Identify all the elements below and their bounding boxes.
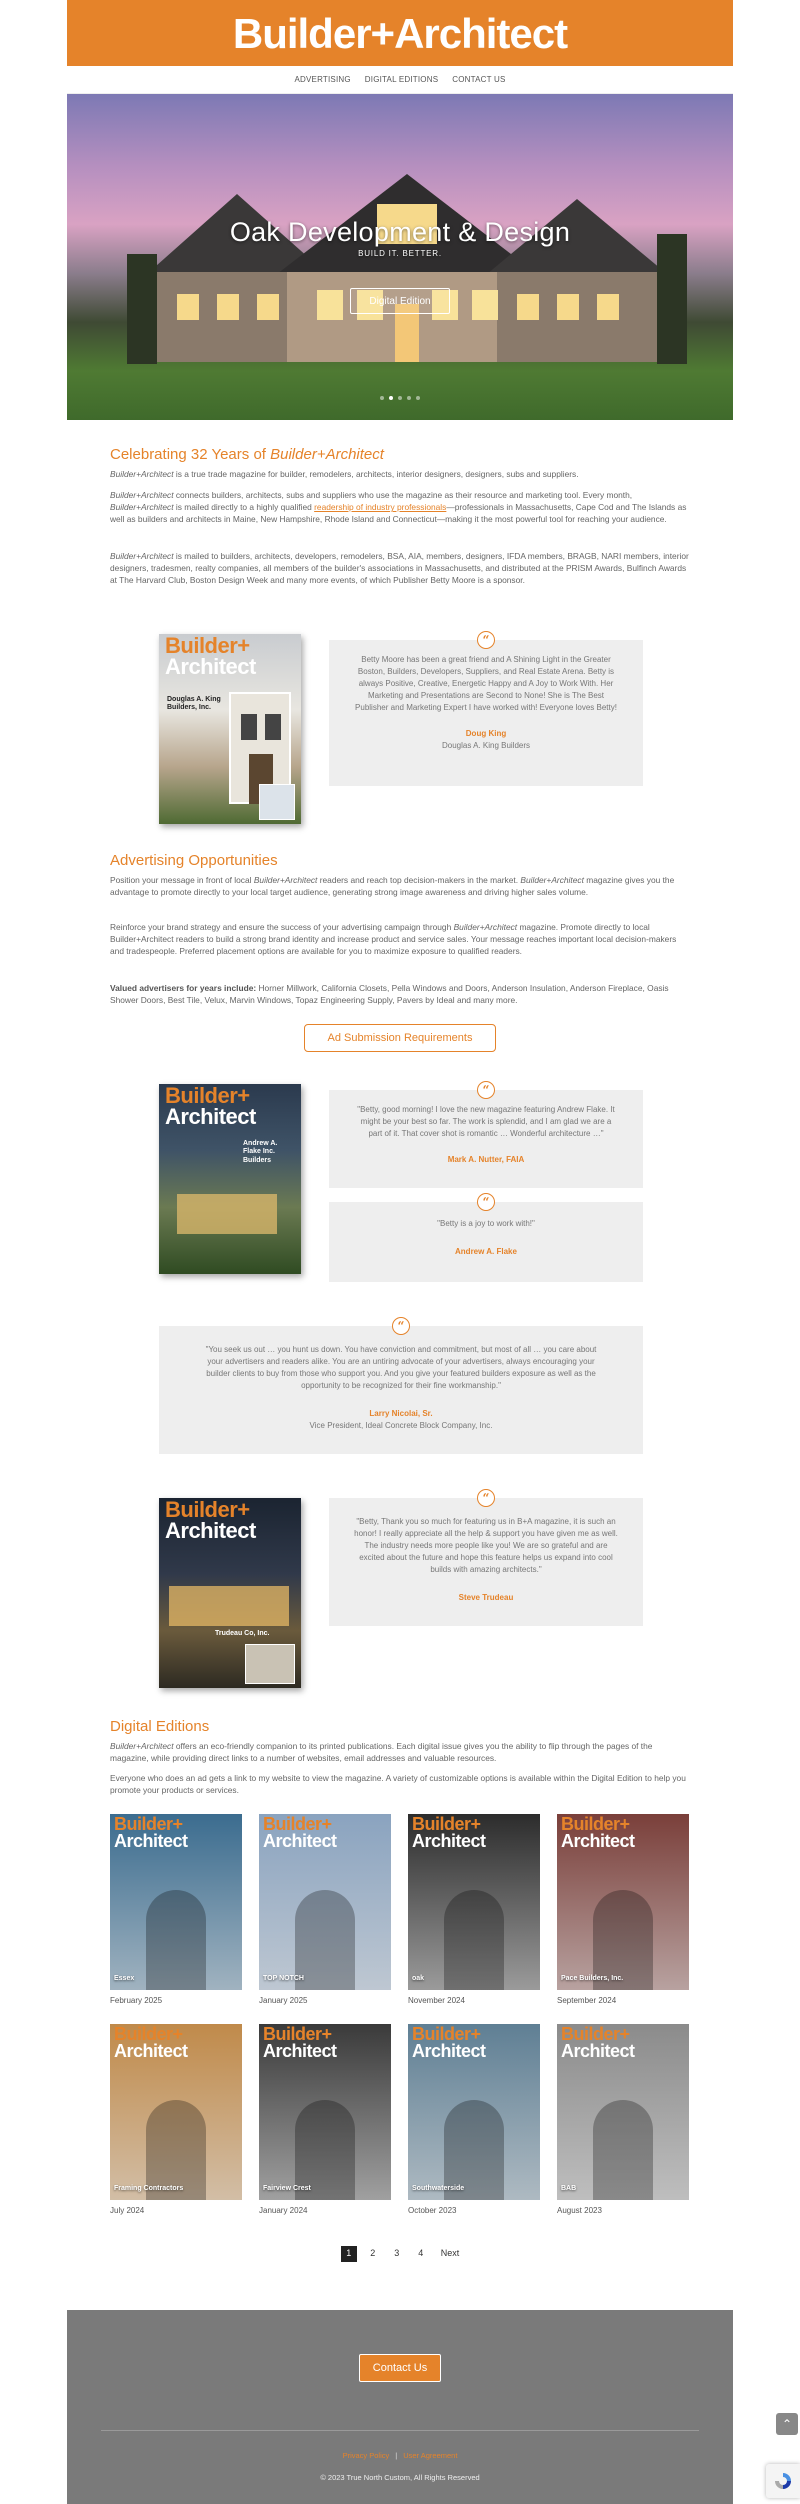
testimonial-andrew-flake (329, 1195, 643, 1282)
slider-dot[interactable] (416, 396, 420, 400)
advertising-p1-text: Position your message in front of local (110, 875, 254, 885)
cover-masthead (412, 1816, 486, 1850)
quote-icon: “ (477, 1081, 495, 1099)
celebrating-p2 (110, 489, 690, 526)
next-page-link[interactable]: Next (440, 2248, 460, 2259)
cover-feature: Framing Contractors (114, 2184, 184, 2192)
cover-trudeau[interactable] (159, 1498, 301, 1688)
celebrating-heading (110, 444, 384, 467)
cover-logo-b: Architect (561, 1831, 635, 1852)
celebrating-p1 (110, 468, 690, 480)
quote-icon: “ (477, 631, 495, 649)
cover-masthead (412, 2026, 486, 2060)
digital-edition-label[interactable]: January 2025 (259, 1996, 308, 2005)
cover-logo-b: Architect (165, 653, 256, 679)
quote-icon: “ (477, 1489, 495, 1507)
brand-em: Builder+Architect (110, 1741, 174, 1751)
testimonial-steve-trudeau (329, 1491, 643, 1626)
footer-separator: | (395, 2451, 398, 2460)
main-nav (67, 66, 733, 94)
nav-digital-editions[interactable]: DIGITAL EDITIONS (364, 74, 439, 84)
digital-edition-cover[interactable] (259, 2024, 391, 2200)
back-to-top-icon[interactable]: ⌃ (776, 2413, 798, 2435)
cover-logo-a: Builder+ (165, 1498, 250, 1522)
slider-dot[interactable] (407, 396, 411, 400)
testimonial-mark-nutter (329, 1083, 643, 1188)
cover-logo-b: Architect (412, 1831, 486, 1852)
advertisers-label: Valued advertisers for years include: (110, 983, 257, 993)
celebrating-p3-text: is mailed to builders, architects, developers, remodelers, BSA, AIA, members, designers, IFDA members, BRAGB, NARI members, interior designers, tradesmen, realty companies, all members of the builder's associations in Massachusetts, and distributed at the PRISM Awards, Bulfinch Awards at The Harvard Club, Boston Design Week and many more events, of which Publisher Betty Moore is a sponsor. (110, 551, 689, 586)
cover-masthead (114, 1816, 188, 1850)
brand-em: Builder+Architect (110, 502, 174, 513)
cover-masthead (165, 1086, 256, 1128)
cover-portrait (259, 784, 295, 820)
pagination (67, 2246, 733, 2262)
cover-logo-a: Builder+ (412, 2024, 481, 2044)
digital-edition-cover[interactable] (408, 1814, 540, 1990)
cover-masthead (561, 1816, 635, 1850)
digital-edition-label[interactable]: November 2024 (408, 1996, 465, 2005)
cover-logo-b: Architect (114, 2041, 188, 2062)
cover-feature: Essex (114, 1974, 135, 1982)
privacy-policy-link[interactable]: Privacy Policy (342, 2451, 390, 2460)
quote-icon: “ (477, 1193, 495, 1211)
user-agreement-link[interactable]: User Agreement (403, 2451, 458, 2460)
cover-logo-a: Builder+ (263, 1814, 332, 1834)
digital-edition-cover[interactable] (557, 1814, 689, 1990)
footer-divider (101, 2430, 699, 2431)
nav-advertising[interactable]: ADVERTISING (294, 74, 351, 84)
digital-p1 (110, 1740, 690, 1764)
slider-dot[interactable] (398, 396, 402, 400)
cover-logo-b: Architect (561, 2041, 635, 2062)
cover-masthead (263, 2026, 337, 2060)
cover-logo-b: Architect (165, 1517, 256, 1543)
content-wrapper (67, 0, 733, 2504)
testimonial-text: "Betty, good morning! I love the new magazine featuring Andrew Flake. It might be your best so far. The work is splendid, and I am glad we are a part of it. That cover shot is romantic … Wonderful architecture …" (357, 1105, 615, 1138)
testimonial-name: Doug King (465, 729, 507, 738)
contact-us-button[interactable]: Contact Us (359, 2354, 441, 2382)
testimonial-doug-king (329, 633, 643, 786)
brand-em: Builder+Architect (110, 469, 174, 479)
cover-andrew-flake[interactable] (159, 1084, 301, 1274)
cover-masthead (114, 2026, 188, 2060)
cover-logo-b: Architect (263, 1831, 337, 1852)
cover-masthead (561, 2026, 635, 2060)
testimonial-name: Larry Nicolai, Sr. (369, 1409, 433, 1418)
brand-em: Builder+Architect (110, 490, 174, 500)
digital-edition-cover[interactable] (110, 2024, 242, 2200)
hero-subtitle: BUILD IT. BETTER. (358, 249, 442, 258)
cover-logo-b: Architect (114, 1831, 188, 1852)
digital-p2: Everyone who does an ad gets a link to my website to view the magazine. A variety of customizable options is available within the Digital Edition to help you promote your products or services. (110, 1773, 686, 1796)
digital-edition-card[interactable] (557, 2024, 689, 2217)
digital-edition-label[interactable]: September 2024 (557, 1996, 617, 2005)
page-3[interactable]: 3 (394, 2248, 400, 2259)
page-1[interactable]: 1 (341, 2246, 357, 2262)
cover-masthead (263, 1816, 337, 1850)
cover-masthead (165, 1500, 256, 1542)
cover-logo-b: Architect (263, 2041, 337, 2062)
testimonial-text: Betty Moore has been a great friend and A Shining Light in the Greater Boston, Builders, Developers, Suppliers, and Real Estate Arena. Betty is always Positive, Creative, Energetic Happy and A Joy to Work With. Her Marketing and Presentations are Second to None! She is The Best Publisher and Marketing Expert I have worked with! Everyone loves Betty! (355, 655, 617, 712)
testimonial-larry-nicolai (159, 1319, 643, 1454)
site-header (67, 0, 733, 66)
copyright: © 2023 True North Custom, All Rights Reserved (320, 2473, 480, 2482)
digital-edition-card[interactable] (110, 2024, 242, 2217)
digital-edition-card[interactable] (259, 1814, 391, 2007)
advertising-p2-text: magazine. Promote directly to local Builder+Architect readers to build a strong brand identity and increase product and service sales. Your message reaches important local decision-makers and tradespeople. Preferred placement options are available for you to maximize exposure to qualified readers. (110, 922, 677, 957)
advertising-p3 (110, 982, 690, 1006)
testimonial-org: Vice President, Ideal Concrete Block Company, Inc. (309, 1421, 493, 1430)
hero-title: Oak Development & Design (229, 217, 571, 247)
advertising-p2 (110, 921, 690, 958)
digital-p1-text: offers an eco-friendly companion to its printed publications. Each digital issue gives you the ability to flip through the pages of the magazine, while providing direct links to a number of websites, email addresses and valuable resources. (110, 1741, 653, 1764)
advertisers-list: Horner Millwork, California Closets, Pella Windows and Doors, Anderson Insulation, Anderson Fireplace, Oasis Shower Doors, Best Tile, Velux, Marvin Windows, Topaz Engineering Supply, Pavers by Ideal and many more. (110, 983, 669, 1006)
advertising-heading: Advertising Opportunities (110, 852, 278, 869)
digital-edition-label[interactable]: February 2025 (110, 1996, 163, 2005)
advertising-p1-text: readers and reach top decision-makers in the market. (317, 875, 521, 885)
advertising-p2-text: Reinforce your brand strategy and ensure the success of your advertising campaign through (110, 922, 454, 932)
recaptcha-icon[interactable] (766, 2464, 800, 2498)
readership-link[interactable]: readership of industry professionals (314, 502, 447, 513)
cover-logo-b: Architect (412, 2041, 486, 2062)
digital-edition-card[interactable] (408, 2024, 540, 2217)
digital-edition-card[interactable] (557, 1814, 689, 2007)
digital-edition-card[interactable] (259, 2024, 391, 2217)
cover-logo-a: Builder+ (561, 2024, 630, 2044)
cover-feature: BAB (561, 2184, 577, 2192)
quote-icon: “ (392, 1317, 410, 1335)
testimonial-text: "Betty is a joy to work with!" (437, 1219, 535, 1228)
testimonial-text: "Betty, Thank you so much for featuring us in B+A magazine, it is such an honor! I really appreciate all the help & support you have given me as well. The industry needs more people like you! We are so grateful and are excited about the future and hope this feature helps us expand into cool builds with amazing architects." (354, 1517, 618, 1574)
cover-feature: Trudeau Co, Inc. (215, 1630, 270, 1637)
celebrating-heading-text: Celebrating 32 Years of (110, 446, 271, 463)
celebrating-heading-em: Builder+Architect (270, 446, 384, 463)
cover-logo-b: Architect (165, 1103, 256, 1129)
cover-house-photo (177, 1194, 277, 1234)
celebrating-p2-text: is mailed directly to a highly qualified (173, 502, 315, 513)
digital-edition-button[interactable]: Digital Edition (350, 288, 450, 314)
brand-em: Builder+Architect (253, 875, 318, 885)
testimonial-name: Andrew A. Flake (455, 1247, 517, 1256)
slider-dot-active[interactable] (389, 396, 393, 400)
cover-house-photo (169, 1586, 289, 1626)
digital-edition-cover[interactable] (259, 1814, 391, 1990)
footer-links (67, 2450, 733, 2461)
celebrating-p2-text: connects builders, architects, subs and suppliers who use the magazine as their resource and marketing tool. Every month, (173, 490, 633, 500)
celebrating-p2-text: —professionals in Massachusetts, Cape Cod and The Islands as well as builders and architects in Maine, New Hampshire, Rhode Island and Connecticut—making it the most powerful tool for reaching your audience. (110, 502, 687, 525)
cover-feature: Pace Builders, Inc. (561, 1974, 624, 1982)
testimonial-name: Mark A. Nutter, FAIA (447, 1155, 525, 1164)
cover-logo-a: Builder+ (412, 1814, 481, 1834)
celebrating-p1-text: is a true trade magazine for builder, remodelers, architects, interior designers, designers, subs and suppliers. (173, 469, 579, 479)
digital-edition-label[interactable]: August 2023 (557, 2206, 602, 2215)
cover-logo-a: Builder+ (165, 1084, 250, 1108)
cover-logo-a: Builder+ (561, 1814, 630, 1834)
digital-edition-card[interactable] (408, 1814, 540, 2007)
slider-dots (67, 396, 733, 400)
digital-edition-card[interactable] (110, 1814, 242, 2007)
hero-slider[interactable] (67, 94, 733, 420)
celebrating-p3 (110, 550, 690, 587)
cover-feature: Southwaterside (412, 2184, 465, 2192)
digital-edition-cover[interactable] (408, 2024, 540, 2200)
brand-em: Builder+Architect (453, 922, 518, 932)
nav-contact-us[interactable]: CONTACT US (452, 74, 506, 84)
advertising-p1-text: magazine gives you the advantage to promote directly to your local target audience, generating strong image awareness and driving higher sales volume. (110, 875, 675, 898)
testimonial-text: "You seek us out … you hunt us down. You have conviction and commitment, but most of all … you care about your advertisers and readers alike. You are an untiring advocate of your advertisers, always encouraging your builder clients to buy from those who support you. And you give your featured builders exposure as well as the opportunity to be recognized for their fine workmanship." (205, 1345, 597, 1390)
cover-logo-a: Builder+ (165, 634, 250, 658)
recaptcha-logo-icon (773, 2471, 793, 2491)
cover-feature: Andrew A. Flake Inc. Builders (243, 1140, 278, 1164)
site-logo[interactable]: Builder+Architect (232, 9, 568, 57)
brand-em: Builder+Architect (520, 875, 584, 885)
cover-feature: oak (412, 1974, 425, 1982)
digital-heading: Digital Editions (110, 1718, 210, 1735)
digital-edition-label[interactable]: July 2024 (110, 2206, 145, 2215)
digital-edition-label[interactable]: January 2024 (259, 2206, 308, 2215)
slider-dot[interactable] (380, 396, 384, 400)
cover-feature: Fairview Crest (263, 2184, 311, 2192)
advertising-p1 (110, 874, 690, 898)
digital-edition-cover[interactable] (110, 1814, 242, 1990)
cover-masthead (165, 636, 256, 678)
cover-logo-a: Builder+ (114, 1814, 183, 1834)
page-2[interactable]: 2 (370, 2248, 376, 2259)
brand-em: Builder+Architect (110, 551, 174, 561)
testimonial-name: Steve Trudeau (458, 1593, 514, 1602)
cover-feature: TOP NOTCH (263, 1974, 304, 1982)
cover-feature: Douglas A. King Builders, Inc. (167, 696, 221, 712)
ad-submission-button[interactable]: Ad Submission Requirements (304, 1024, 496, 1052)
cover-portrait (245, 1644, 295, 1684)
digital-edition-cover[interactable] (557, 2024, 689, 2200)
cover-logo-a: Builder+ (263, 2024, 332, 2044)
site-footer (67, 2310, 733, 2504)
testimonial-org: Douglas A. King Builders (441, 741, 531, 750)
cover-douglas-king[interactable] (159, 634, 301, 824)
page-4[interactable]: 4 (418, 2248, 424, 2259)
digital-edition-label[interactable]: October 2023 (408, 2206, 457, 2215)
cover-logo-a: Builder+ (114, 2024, 183, 2044)
